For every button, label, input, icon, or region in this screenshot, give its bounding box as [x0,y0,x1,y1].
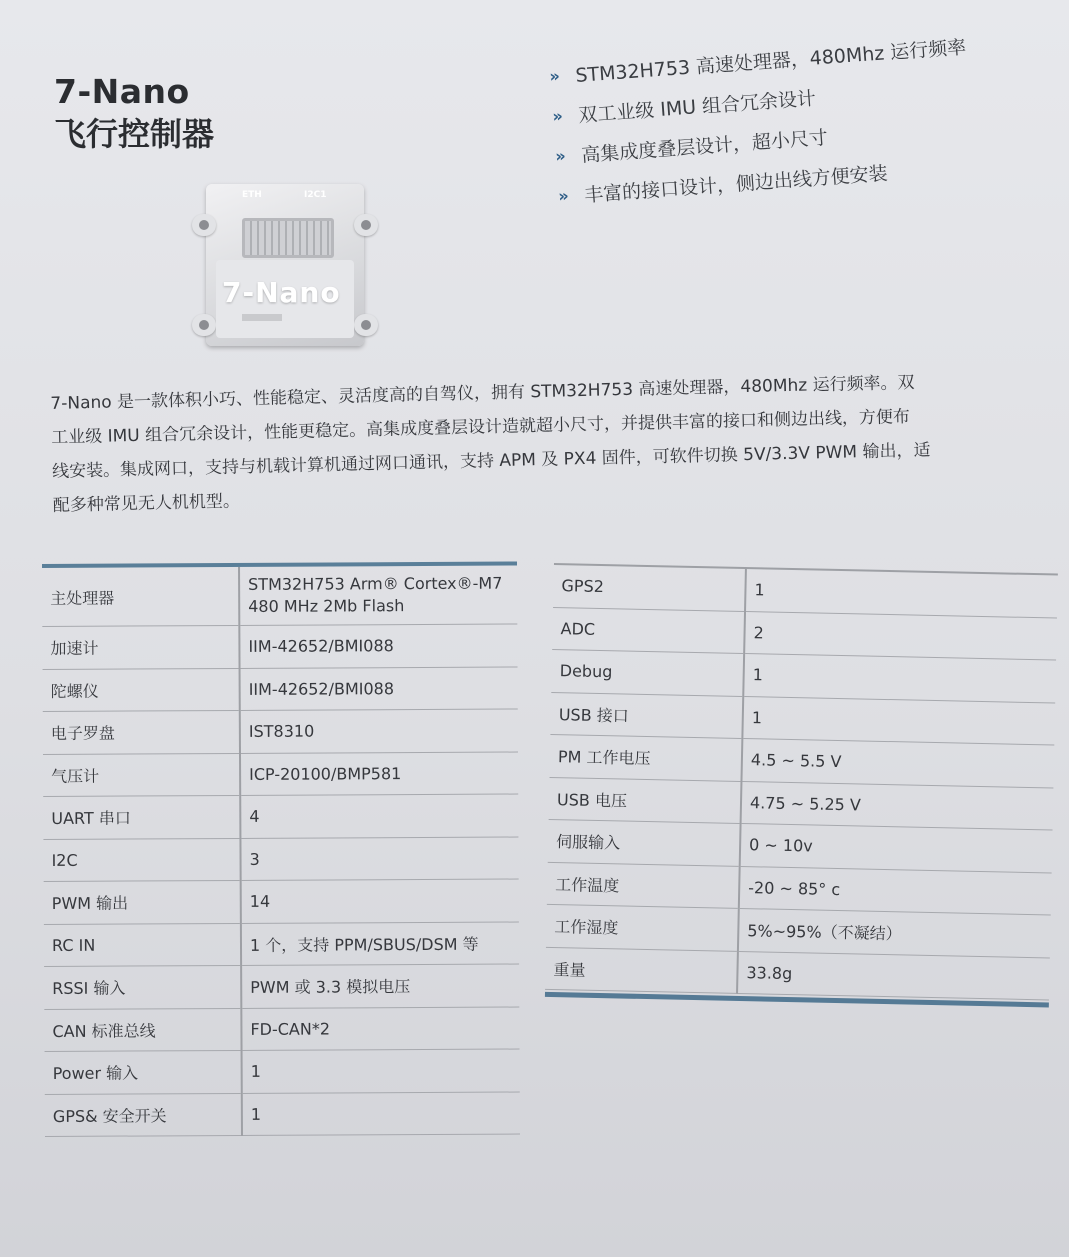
spec-table-left [42,562,520,1137]
product-title [54,74,214,154]
spec-key: RSSI 输入 [44,965,241,1009]
spec-value: 1 [242,1049,520,1093]
table-row [45,1092,520,1137]
spec-key: ADC [552,607,745,654]
feature-text: 双工业级 IMU 组合冗余设计 [577,87,817,127]
double-chevron-icon: » [554,145,567,166]
spec-key: UART 串口 [43,795,240,839]
spec-value: PWM 或 3.3 模拟电压 [241,964,519,1008]
spec-value: 1 [745,569,1058,618]
mount-tab [192,214,216,236]
spec-key: I2C [43,838,240,882]
spec-key: GPS2 [553,565,746,611]
product-description [50,362,1068,523]
eth-port-label: ETH [242,190,262,200]
spec-value: 1 [742,696,1055,745]
spec-key: CAN 标准总线 [44,1008,241,1052]
spec-value [239,566,517,626]
spec-key: GPS& 安全开关 [45,1093,242,1137]
spec-value: 4 [240,794,518,838]
spec-value: 2 [744,611,1057,660]
spec-value: 0 ~ 10v [740,823,1053,872]
spec-value: 33.8g [737,951,1050,1000]
table-row [44,964,519,1009]
spec-key: Power 输入 [45,1050,242,1094]
table-row [43,794,518,839]
spec-key: PWM 输出 [44,880,241,924]
table-row [44,879,519,924]
spec-value: IIM-42652/BMI088 [240,667,518,711]
spec-value: 5%~95%（不凝结） [738,908,1051,957]
spec-value: FD-CAN*2 [241,1007,519,1051]
spec-value: -20 ~ 85° c [739,866,1052,915]
double-chevron-icon: » [551,105,564,126]
double-chevron-icon: » [548,65,561,86]
table-row [42,566,517,627]
feature-text: 丰富的接口设计，侧边出线方便安装 [583,161,889,207]
spec-value-line: 480 MHz 2Mb Flash [248,596,405,616]
spec-key: 电子罗盘 [43,710,240,754]
spec-value: 1 [242,1092,520,1136]
spec-value: 1 个，支持 PPM/SBUS/DSM 等 [241,922,519,966]
spec-value: 1 [743,654,1056,703]
spec-value-line: STM32H753 Arm® Cortex®-M7 [248,573,503,594]
spec-key: 重量 [545,947,738,994]
table-row [45,1049,520,1094]
description-line: 7-Nano 是一款体积小巧、性能稳定、灵活度高的自驾仪，拥有 STM32H753 高速处理器，480Mhz 运行频率。双 [50,372,915,414]
description-line: 配多种常见无人机机型。 [52,491,241,516]
table-row [43,837,518,882]
description-line: 线安装。集成网口，支持与机载计算机通过网口通讯，支持 APM 及 PX4 固件，可软件切换 5V/3.3V PWM 输出，适 [51,440,931,482]
spec-value: 14 [241,879,519,923]
spec-key: 伺服输入 [548,819,741,866]
table-row [42,624,517,669]
spec-value: IST8310 [240,709,518,753]
spec-key: USB 接口 [550,692,743,739]
spec-value: ICP-20100/BMP581 [240,752,518,796]
board-brand-text: 7-Nano [222,276,341,309]
spec-value: 3 [240,837,518,881]
double-chevron-icon: » [557,185,570,206]
spec-key: 工作湿度 [546,904,739,951]
table-row [44,1007,519,1052]
product-category: 飞行控制器 [54,115,215,153]
table-row [44,922,519,967]
spec-key: RC IN [44,923,241,967]
table-row [43,667,518,712]
table-row [43,752,518,797]
spec-key: 气压计 [43,753,240,797]
spec-key: 工作温度 [547,862,740,909]
product-name: 7-Nano [54,72,190,111]
spec-key: Debug [551,649,744,696]
feature-text: STM32H753 高速处理器，480Mhz 运行频率 [574,35,967,87]
spec-key: 陀螺仪 [43,668,240,712]
board-sublabel [242,314,282,321]
mount-tab [192,314,216,336]
connector [242,218,334,258]
mount-tab [354,314,378,336]
spec-key: 主处理器 [42,567,239,627]
i2c-port-label: I2C1 [304,190,327,200]
description-line: 工业级 IMU 组合冗余设计，性能更稳定。高集成度叠层设计造就超小尺寸，并提供丰富的接口和侧边出线，方便布 [51,407,911,448]
spec-key: 加速计 [42,625,239,669]
mount-tab [354,214,378,236]
spec-value: IIM-42652/BMI088 [239,624,517,668]
spec-key: USB 电压 [549,777,742,824]
spec-value: 4.5 ~ 5.5 V [741,738,1054,787]
product-photo [186,180,386,350]
spec-value: 4.75 ~ 5.25 V [741,781,1054,830]
spec-key: PM 工作电压 [550,734,743,781]
spec-table-right [545,563,1058,1007]
table-row [43,709,518,754]
feature-text: 高集成度叠层设计，超小尺寸 [580,126,829,167]
flight-controller-board [206,184,364,346]
feature-list [548,22,1028,216]
